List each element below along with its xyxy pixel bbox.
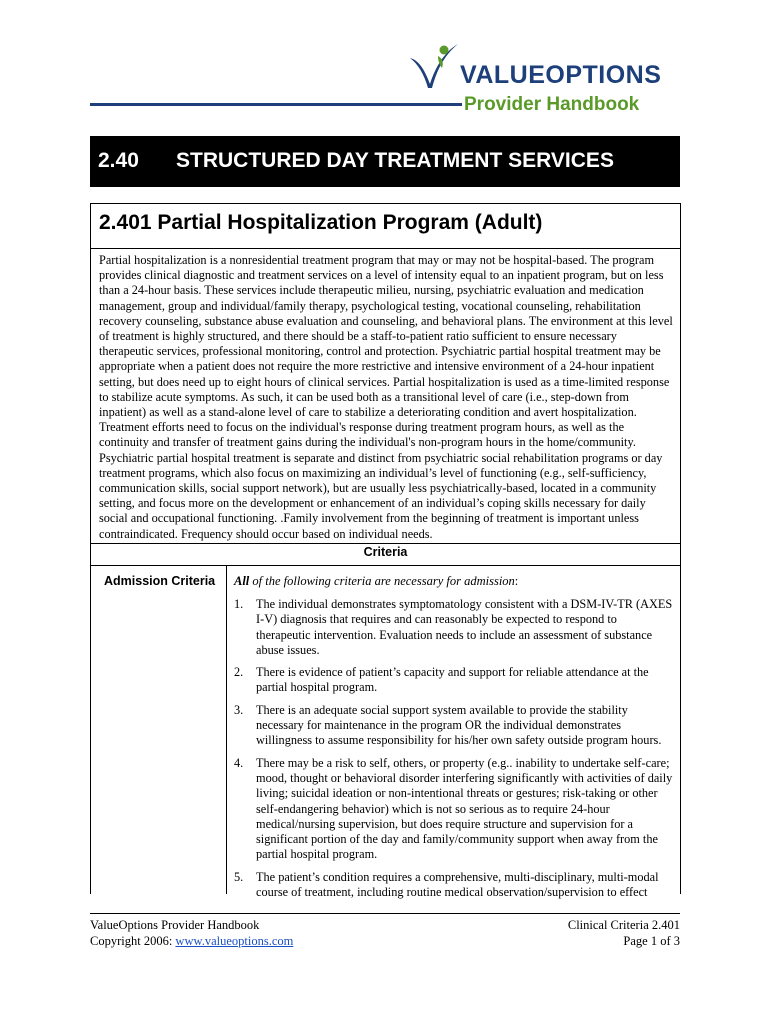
lead-colon: : [514,574,519,588]
table-divider [91,248,680,249]
criteria-heading: Criteria [363,545,408,559]
section-number: 2.40 [98,149,139,172]
brand-name: VALUEOPTIONS [460,61,662,89]
item-text: The individual demonstrates symptomatology consistent with a DSM-IV-TR (AXES I-V) diagnosis that requires and can reasonably be expected to respond to therapeutic intervention. Evaluation needs to include an assessment of substance abuse issues. [256,597,673,657]
item-number: 3. [234,702,244,717]
admission-lead-text [234,574,518,589]
footer-criteria-ref: Clinical Criteria 2.401 [567,918,680,932]
item-number: 4. [234,755,244,770]
header-rule [90,103,462,106]
list-item [234,665,674,696]
item-number: 5. [234,869,244,884]
handbook-subtitle: Provider Handbook [464,94,640,115]
footer-handbook-name: ValueOptions Provider Handbook [90,918,260,932]
section-heading-bar [90,136,680,187]
item-number: 1. [234,597,244,611]
header-logo [90,40,680,120]
item-number: 2. [234,665,244,680]
lead-emphasis: All [234,574,250,588]
table-divider [91,543,680,544]
page-number: Page 1 of 3 [623,934,680,948]
criteria-table [90,203,681,900]
list-item [234,756,674,863]
copyright-text: Copyright 2006: [90,934,176,948]
list-item [234,597,674,658]
list-item [234,703,674,749]
item-text: There is an adequate social support system available to provide the stability necessary for maintenance in the program OR the individual demonstrates willingness to assume responsibility for his/her own safety outside program hours. [256,702,662,748]
admission-criteria-label: Admission Criteria [104,574,216,588]
admission-criteria-list [234,597,674,907]
item-text: There may be a risk to self, others, or property (e.g.. inability to undertake self-care; mood, thought or behavioral disorder interfering significantly with activities of daily living; suicidal ideation or non-intentional threats or gestures; risk-taking or other self-endangering behavior) which is not so serious as to require 24-hour medical/nursing supervision, but does require structure and supervision for a significant portion of the day and family/community support when away from the partial hospital program. [256,755,673,862]
subsection-title: 2.401 Partial Hospitalization Program (Adult) [99,211,543,234]
website-link[interactable]: www.valueoptions.com [175,934,294,948]
item-text: The patient’s condition requires a comprehensive, multi-disciplinary, multi-modal course of treatment, including routine medical observation/supervision to effect [256,869,659,900]
checkmark-figure-icon [408,40,460,90]
item-text: There is evidence of patient’s capacity and support for reliable attendance at the partial hospital program. [256,665,649,695]
list-item [234,870,674,901]
intro-paragraph: Partial hospitalization is a nonresidential treatment program that may or may not be hospital-based. The program provides clinical diagnostic and treatment services on a level of intensity equal to an inpatient program, but on less than a 24-hour basis. These services include therapeutic milieu, nursing, psychiatric evaluation and medication management, group and individual/family therapy, psychological testing, vocational counseling, rehabilitation recovery counseling, substance abuse evaluation and counseling, and behavioral plans. The environment at this level of treatment is highly structured, and there should be a staff-to-patient ratio sufficient to ensure necessary therapeutic services, professional monitoring, control and protection. Psychiatric partial hospital treatment may be appropriate when a patient does not require the more restrictive and intensive environment of a 24-hour inpatient setting, but does need up to eight hours of clinical services. Partial hospitalization is used as a time-limited response to stabilize acute symptoms. As such, it can be used both as a transitional level of care (i.e., step-down from inpatient) as well as a stand-alone level of care to stabilize a deteriorating condition and avert hospitalization. Treatment efforts need to focus on the individual's response during treatment program hours, as well as the continuity and transfer of treatment gains during the individual's non-program hours in the home/community. Psychiatric partial hospital treatment is separate and distinct from psychiatric social rehabilitation programs or day treatment programs, which also focus on maximizing an individual’s level of functioning (e.g., self-sufficiency, communication skills, social support network), but are usually less psychiatrically-based, located in a community setting, and focus more on the development or enhancement of an individual’s coping skills necessary for daily social and occupational functioning. .Family involvement from the beginning of treatment is important unless contraindicated. Frequency should occur based on individual needs. [99,253,673,541]
table-divider [91,565,680,566]
lead-rest: of the following criteria are necessary for admission [249,574,515,588]
footer-rule [90,913,680,914]
column-divider [226,566,227,894]
footer-copyright [90,934,293,949]
section-title: STRUCTURED DAY TREATMENT SERVICES [176,149,614,172]
